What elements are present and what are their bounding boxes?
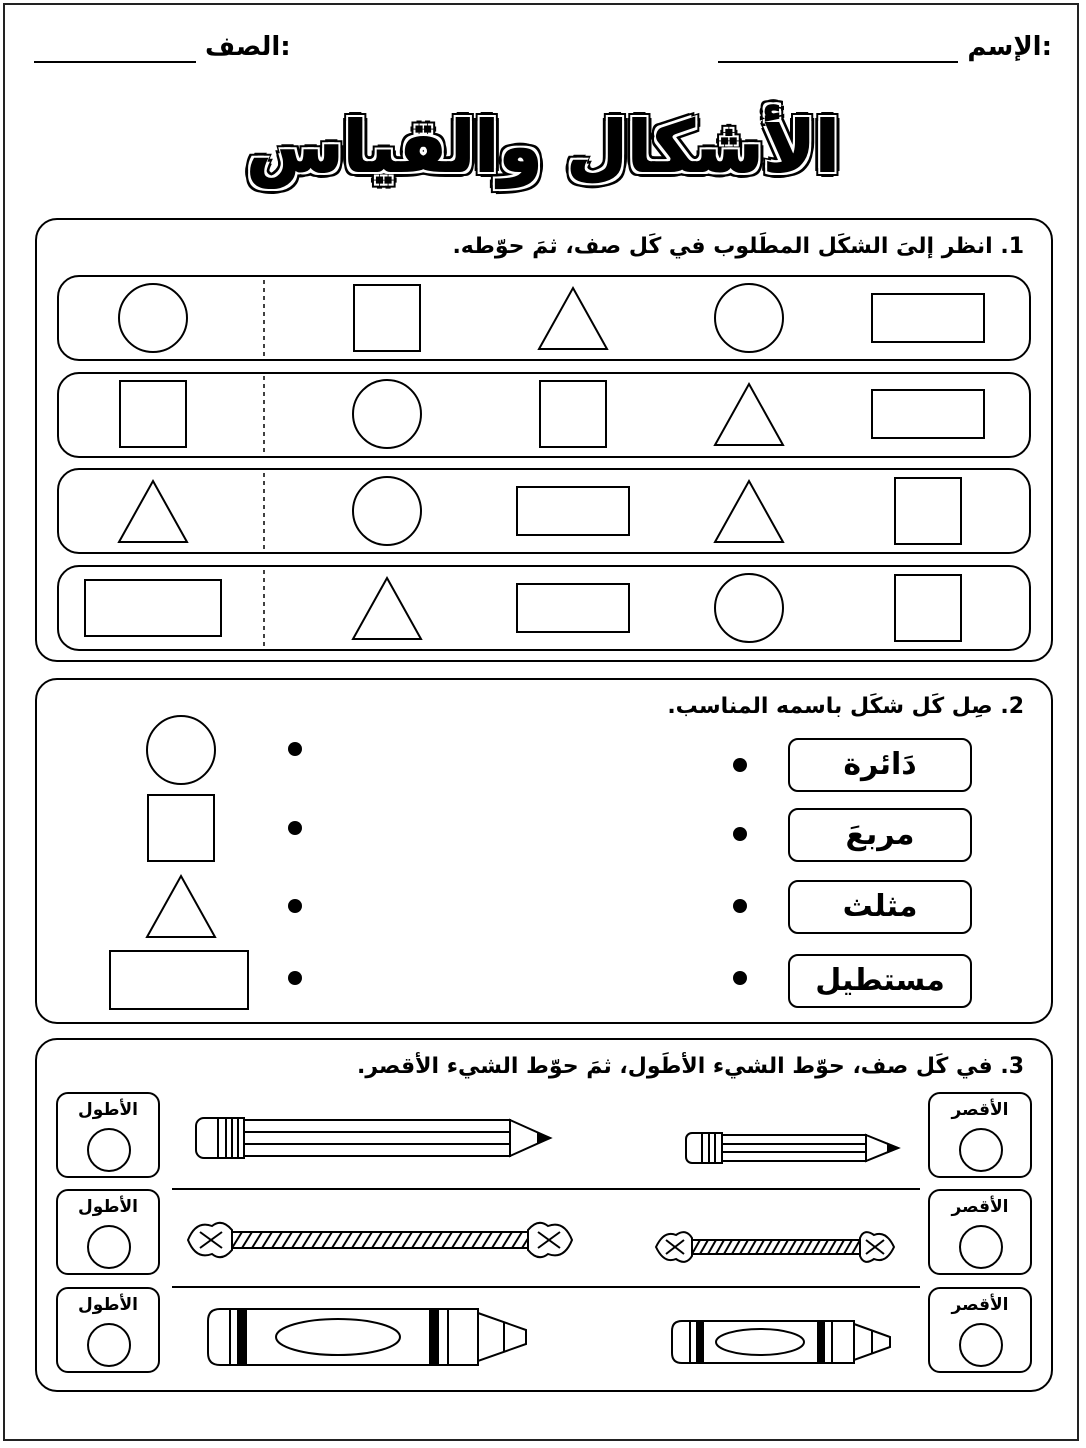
- class-label: الصف:: [205, 32, 291, 62]
- name-label: الإسم:: [967, 32, 1052, 62]
- page-title: الأشكال والقياس: [246, 106, 840, 188]
- circle-shape[interactable]: [353, 477, 421, 545]
- long-pencil-icon[interactable]: [196, 1118, 550, 1158]
- longest-label: الأطول: [78, 1100, 138, 1120]
- circle-shape[interactable]: [715, 284, 783, 352]
- triangle-shape[interactable]: [715, 481, 783, 542]
- name-square[interactable]: مربعَ: [788, 808, 972, 862]
- rectangle-shape[interactable]: [517, 487, 629, 535]
- circle-shape[interactable]: [715, 574, 783, 642]
- name-rectangle[interactable]: مستطيل: [788, 954, 972, 1008]
- section1-question: 1. انظر إلىَ الشكَل المطَلوب في كَل صف، ثمَ حوّطه.: [452, 234, 1024, 259]
- square-shape[interactable]: [354, 285, 420, 351]
- longest-label: الأطول: [78, 1197, 138, 1217]
- triangle-shape[interactable]: [539, 288, 607, 349]
- target-rectangle-shape[interactable]: [85, 580, 221, 636]
- target-triangle-shape[interactable]: [119, 481, 187, 542]
- circle-shape[interactable]: [353, 380, 421, 448]
- shortest-label: الأقصر: [951, 1100, 1009, 1120]
- short-pencil-icon[interactable]: [686, 1133, 898, 1163]
- triangle-shape[interactable]: [715, 384, 783, 445]
- section3-question: 3. في كَل صف، حوّط الشيء الأطَول، ثمَ حوّط الشيء الأقصر.: [357, 1054, 1024, 1079]
- short-crayon-icon[interactable]: [672, 1321, 890, 1363]
- short-rope-icon[interactable]: [656, 1232, 894, 1262]
- triangle-shape[interactable]: [147, 876, 215, 937]
- rectangle-shape[interactable]: [872, 294, 984, 342]
- rectangle-shape[interactable]: [517, 584, 629, 632]
- target-circle-shape[interactable]: [119, 284, 187, 352]
- rectangle-shape[interactable]: [110, 951, 248, 1009]
- long-rope-icon[interactable]: [188, 1223, 572, 1257]
- shortest-label: الأقصر: [951, 1295, 1009, 1315]
- square-shape[interactable]: [540, 381, 606, 447]
- shortest-label: الأقصر: [951, 1197, 1009, 1217]
- square-shape[interactable]: [148, 795, 214, 861]
- name-circle[interactable]: دَائرة: [788, 738, 972, 792]
- target-square-shape[interactable]: [120, 381, 186, 447]
- section2-question: 2. صِل كَل شكَل باسمه المناسب.: [667, 694, 1024, 719]
- name-triangle[interactable]: مثلث: [788, 880, 972, 934]
- square-shape[interactable]: [895, 478, 961, 544]
- triangle-shape[interactable]: [353, 578, 421, 639]
- square-shape[interactable]: [895, 575, 961, 641]
- rectangle-shape[interactable]: [872, 390, 984, 438]
- longest-label: الأطول: [78, 1295, 138, 1315]
- long-crayon-icon[interactable]: [208, 1309, 526, 1365]
- circle-shape[interactable]: [147, 716, 215, 784]
